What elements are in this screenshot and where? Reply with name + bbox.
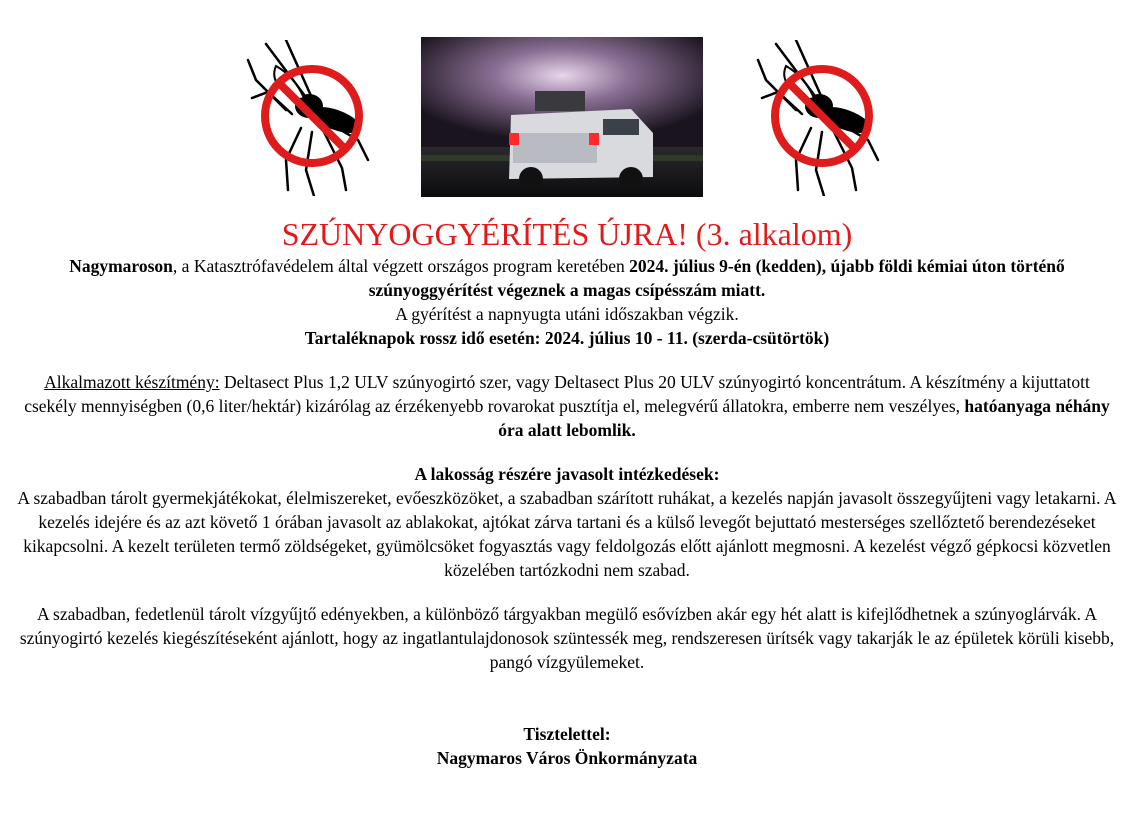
intro-text: , a Katasztrófavédelem által végzett országos program keretében xyxy=(172,256,630,276)
no-mosquito-icon xyxy=(756,40,882,196)
product-text: Deltasect Plus 1,2 ULV szúnyogirtó szer, vagy Deltasect Plus 20 ULV szúnyogirtó koncentrátum. A készítmény a kijuttatott csekély mennyiségben (0,6 liter/hektár) kizárólag az érzékenyebb rovarokat pusztítja el, melegvérű állatokra, emberre nem veszélyes, xyxy=(24,372,1090,416)
product-label: Alkalmazott készítmény: xyxy=(44,372,220,392)
notice-content xyxy=(16,214,1118,770)
place-name: Nagymaroson xyxy=(69,256,173,276)
reserve-days: Tartaléknapok rossz idő esetén: 2024. július 10 - 11. (szerda-csütörtök) xyxy=(304,328,830,348)
product-bold-end: hatóanyaga néhány óra alatt lebomlik. xyxy=(498,396,1110,440)
intro-paragraph xyxy=(16,254,1118,302)
signature-org: Nagymaros Város Önkormányzata xyxy=(436,748,698,768)
page-title: SZÚNYOGGYÉRÍTÉS ÚJRA! (3. alkalom) xyxy=(281,216,853,252)
water-paragraph: A szabadban, fedetlenül tárolt vízgyűjtő edényekben, a különböző tárgyakban megülő esővízben akár egy hét alatt is kifejlődhetnek a szúnyoglárvák. A szúnyogirtó kezelés kiegészítéseként ajánlott, hogy az ingatlantulajdonosok szüntessék meg, rendszeresen ürítsék vagy takarják le az épületek körüli kisebb, pangó vízgyülemeket. xyxy=(19,604,1115,672)
measures-paragraph: A szabadban tárolt gyermekjátékokat, élelmiszereket, evőeszközöket, a szabadban szárított ruhákat, a kezelés napján javasolt összegyűjteni vagy letakarni. A kezelés idejére és az azt követő 1 órában javasolt az ablakokat, ajtókat zárva tartani és a külső levegőt bejuttató mesterséges szellőztető berendezéseket kikapcsolni. A kezelt területen termő zöldségeket, gyümölcsöket fogyasztás vagy feldolgozás előtt ajánlott megmosni. A kezelést végző gépkocsi közvetlen közelében tartózkodni nem szabad. xyxy=(17,488,1117,580)
timing-line: A gyérítést a napnyugta utáni időszakban végzik. xyxy=(395,304,739,324)
product-paragraph xyxy=(16,370,1118,442)
no-mosquito-icon xyxy=(246,40,372,196)
header-images xyxy=(0,28,1134,200)
fogging-truck-photo xyxy=(421,37,703,197)
signature-greeting: Tisztelettel: xyxy=(523,724,611,744)
measures-heading: A lakosság részére javasolt intézkedések: xyxy=(414,464,720,484)
intro-date: 2024. július 9-én (kedden), újabb földi kémiai úton történő szúnyoggyérítést végeznek a magas csípésszám miatt. xyxy=(368,256,1065,300)
